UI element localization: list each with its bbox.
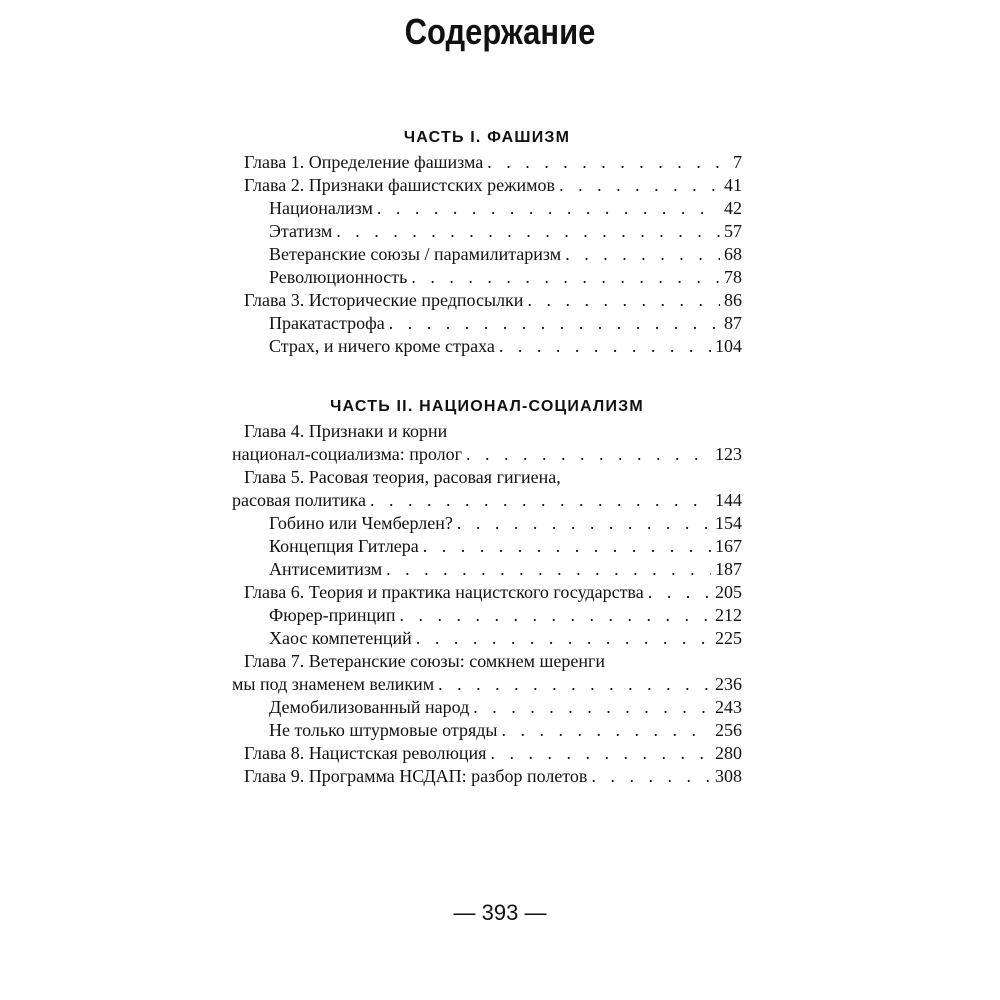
entry-label: Глава 2. Признаки фашистских режимов — [244, 175, 556, 195]
toc-entry-line1 — [232, 420, 742, 443]
entry-page: 212 — [715, 605, 742, 625]
toc-entry — [232, 581, 742, 604]
dot-leader — [386, 558, 711, 581]
entry-label: Концепция Гитлера — [269, 536, 419, 556]
entry-page: 42 — [724, 198, 742, 218]
toc-entry — [232, 604, 742, 627]
entry-page: 123 — [715, 444, 742, 464]
dot-leader — [389, 312, 720, 335]
dot-leader — [501, 719, 711, 742]
entry-page: 205 — [715, 582, 742, 602]
toc-entry — [232, 558, 742, 581]
entry-label: Ветеранские союзы / парамилитаризм — [269, 244, 562, 264]
toc-entry — [232, 719, 742, 742]
entry-label: Демобилизованный народ — [269, 697, 470, 717]
toc-entry — [232, 627, 742, 650]
toc-entry-line2 — [232, 443, 742, 466]
toc-entry-line1 — [232, 466, 742, 489]
entry-label: Фюрер-принцип — [269, 605, 396, 625]
dot-leader — [457, 512, 711, 535]
entry-page: 7 — [733, 152, 742, 172]
toc-entry-line2 — [232, 489, 742, 512]
dot-leader — [336, 220, 720, 243]
dot-leader — [559, 174, 720, 197]
entry-label-cont: мы под знаменем великим — [232, 674, 435, 694]
toc-entry — [232, 742, 742, 765]
toc-entry — [232, 289, 742, 312]
dot-leader — [473, 696, 711, 719]
entry-page: 243 — [715, 697, 742, 717]
dot-leader — [487, 151, 729, 174]
entry-label: Глава 8. Нацистская революция — [244, 743, 487, 763]
toc-entry — [232, 197, 742, 220]
entry-label: Хаос компетенций — [269, 628, 412, 648]
toc-entry — [232, 312, 742, 335]
entry-page: 78 — [724, 267, 742, 287]
dot-leader — [438, 673, 711, 696]
toc-part-2 — [232, 393, 742, 788]
toc-entry — [232, 512, 742, 535]
entry-label-cont: национал-социализма: пролог — [232, 444, 463, 464]
toc-part-1 — [232, 124, 742, 358]
entry-label-cont: расовая политика — [232, 490, 366, 510]
page-title: Содержание — [404, 11, 596, 52]
dot-leader — [527, 289, 720, 312]
dot-leader — [370, 489, 711, 512]
dot-leader — [499, 335, 711, 358]
dot-leader — [490, 742, 711, 765]
entry-label: Национализм — [269, 198, 373, 218]
entry-label: Глава 7. Ветеранские союзы: сомкнем шеренги — [244, 651, 606, 671]
entry-label: Гобино или Чемберлен? — [269, 513, 453, 533]
entry-label: Не только штурмовые отряды — [269, 720, 498, 740]
entry-label: Этатизм — [269, 221, 333, 241]
entry-page: 236 — [715, 674, 742, 694]
toc-entry — [232, 535, 742, 558]
toc-entry — [232, 266, 742, 289]
entry-label: Глава 5. Расовая теория, расовая гигиена, — [244, 467, 561, 487]
toc-entry — [232, 151, 742, 174]
entry-page: 87 — [724, 313, 742, 333]
entry-page: 187 — [715, 559, 742, 579]
entry-page: 308 — [715, 766, 742, 786]
entry-label: Глава 1. Определение фашизма — [244, 152, 484, 172]
entry-label: Глава 9. Программа НСДАП: разбор полетов — [244, 766, 588, 786]
toc-entry — [232, 243, 742, 266]
entry-page: 154 — [715, 513, 742, 533]
toc-entry-line2 — [232, 673, 742, 696]
dot-leader — [423, 535, 711, 558]
toc-entry — [232, 765, 742, 788]
entry-page: 68 — [724, 244, 742, 264]
toc-entry — [232, 335, 742, 358]
entry-label: Глава 4. Признаки и корни — [244, 421, 448, 441]
dot-leader — [565, 243, 720, 266]
toc-entry — [232, 174, 742, 197]
dot-leader — [466, 443, 711, 466]
entry-label: Глава 3. Исторические предпосылки — [244, 290, 524, 310]
toc-entry — [232, 696, 742, 719]
entry-label: Антисемитизм — [269, 559, 383, 579]
entry-page: 86 — [724, 290, 742, 310]
entry-page: 256 — [715, 720, 742, 740]
dot-leader — [591, 765, 711, 788]
entry-page: 167 — [715, 536, 742, 556]
dot-leader — [377, 197, 720, 220]
part-heading: ЧАСТЬ I. ФАШИЗМ — [403, 129, 571, 146]
dot-leader — [416, 627, 711, 650]
entry-page: 144 — [715, 490, 742, 510]
dot-leader — [411, 266, 720, 289]
part-heading: ЧАСТЬ II. НАЦИОНАЛ-СОЦИАЛИЗМ — [330, 398, 644, 415]
entry-page: 104 — [715, 336, 742, 356]
entry-page: 57 — [724, 221, 742, 241]
entry-page: 41 — [724, 175, 742, 195]
entry-label: Революционность — [269, 267, 408, 287]
entry-page: 225 — [715, 628, 742, 648]
toc-entry — [232, 220, 742, 243]
entry-page: 280 — [715, 743, 742, 763]
dot-leader — [399, 604, 711, 627]
entry-label: Пракатастрофа — [269, 313, 385, 333]
toc-entry-line1 — [232, 650, 742, 673]
entry-label: Страх, и ничего кроме страха — [269, 336, 495, 356]
dot-leader — [648, 581, 711, 604]
entry-label: Глава 6. Теория и практика нацистского государства — [244, 582, 644, 602]
page-number: — 393 — — [453, 900, 547, 925]
